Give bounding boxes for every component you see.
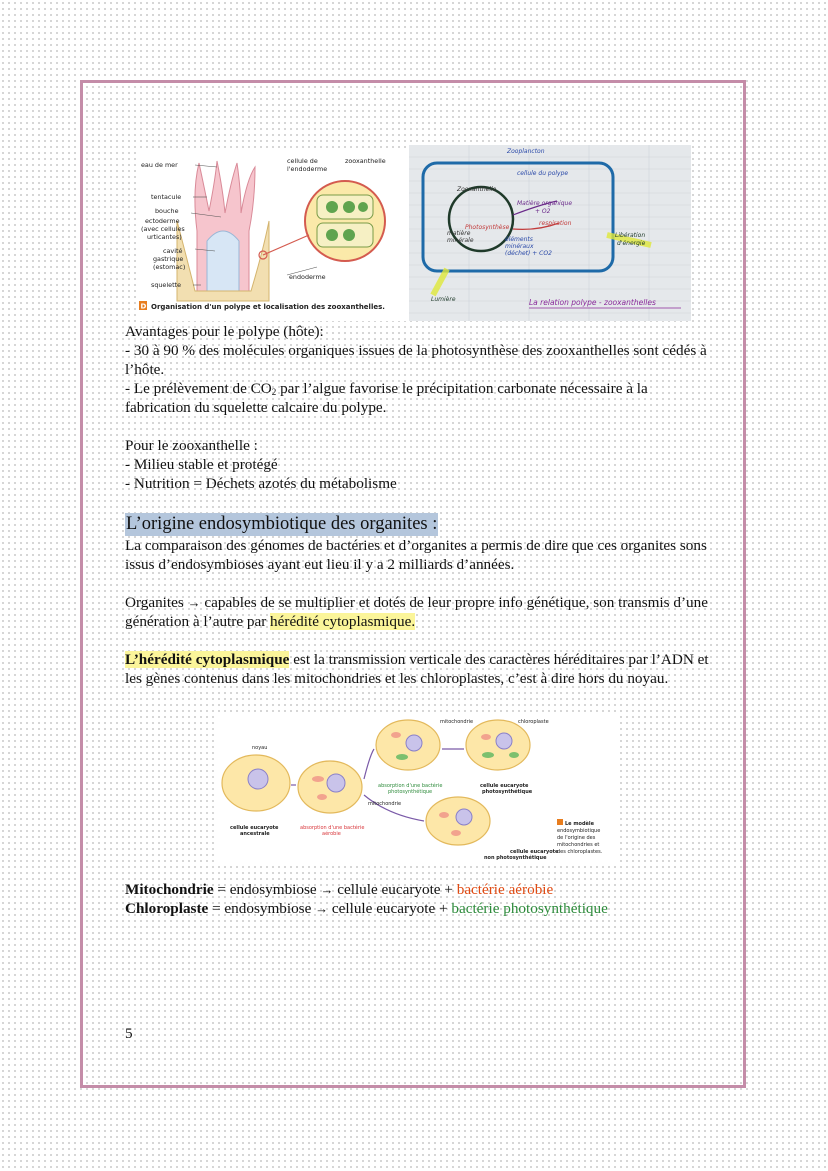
chloro-mid: = endosymbiose xyxy=(208,900,316,917)
section-heading: L’origine endosymbiotique des organites : xyxy=(126,514,438,534)
zoox-item2: - Nutrition = Déchets azotés du métabolisme xyxy=(125,475,397,492)
notes-elements1: éléments xyxy=(505,236,533,243)
notes-elements2: minéraux xyxy=(505,243,534,250)
endo-nonphoto1: cellule eucaryote xyxy=(510,849,559,855)
avantages-item2-pre: - Le prélèvement de CO xyxy=(125,380,272,397)
notes-elements3: (déchet) + CO2 xyxy=(505,250,552,257)
label-ectoderme-detail2: urticantes) xyxy=(147,233,182,241)
conclusion-chloro xyxy=(125,899,715,918)
endo-abs-aerobie2: aérobie xyxy=(322,831,341,837)
label-endoderme: endoderme xyxy=(289,273,326,281)
origine-p3-rest: est la transmission verticale des caractères héréditaires par l’ADN et les gènes contenus dans les mitochondries et les chloroplastes, c’est à dire hors du noyau. xyxy=(125,651,709,687)
arrow-icon: → xyxy=(315,901,329,916)
endo-abs-photo1: absorption d'une bactérie xyxy=(378,783,443,789)
endo-abs-photo2: photosynthétique xyxy=(388,789,433,795)
origine-p2-highlight: hérédité cytoplasmique. xyxy=(270,613,416,630)
endo-legend5: des chloroplastes. xyxy=(557,849,603,855)
endo-legend3: de l'origine des xyxy=(557,835,596,841)
endo-legend1: Le modèle xyxy=(565,821,595,827)
notes-title: La relation polype - zooxanthelles xyxy=(529,298,656,307)
chloro-label: Chloroplaste xyxy=(125,900,209,917)
endosymbiosis-diagram xyxy=(218,715,618,865)
avantages-item2 xyxy=(125,379,715,417)
label-cellule1: cellule de xyxy=(287,157,318,165)
notes-cellule-polype: cellule du polype xyxy=(517,170,569,177)
notes-mineral1: matière xyxy=(447,230,471,237)
endo-photo1: cellule eucaryote xyxy=(480,783,529,789)
notes-matiere2: + O2 xyxy=(535,208,551,215)
notes-zooxanthelle: Zooxanthelle xyxy=(457,186,497,193)
polype-diagram xyxy=(137,151,409,321)
endo-legend4: mitochondries et xyxy=(557,842,600,848)
origine-p2-pre: Organites xyxy=(125,594,188,611)
notes-zooplancton: Zooplancton xyxy=(507,148,545,155)
endo-chloroplaste: chloroplaste xyxy=(518,719,549,725)
avantages-item2-sub: 2 xyxy=(271,387,277,397)
arrow-icon: → xyxy=(320,882,334,897)
notes-respiration: respiration xyxy=(539,220,572,227)
endo-ancestrale2: ancestrale xyxy=(240,831,270,837)
label-ectoderme: ectoderme xyxy=(145,217,180,225)
endo-noyau: noyau xyxy=(252,745,268,751)
label-zooxanthelle: zooxanthelle xyxy=(345,157,386,165)
label-bouche: bouche xyxy=(155,207,179,215)
mito-bacterie: bactérie aérobie xyxy=(456,881,554,898)
endo-mitochondrie: mitochondrie xyxy=(440,719,474,725)
endo-legend2: endosymbiotique xyxy=(557,828,601,834)
notes-liberation1: Libération xyxy=(615,232,646,239)
label-ectoderme-detail1: (avec cellules xyxy=(141,225,185,233)
conclusion xyxy=(125,880,715,918)
zoox-title: Pour le zooxanthelle : xyxy=(125,437,258,454)
label-cavite3: (estomac) xyxy=(153,263,186,271)
notes-mineral2: minérale xyxy=(447,237,474,244)
arrow-icon: → xyxy=(187,595,201,610)
chloro-post: cellule eucaryote + xyxy=(328,900,452,917)
mito-label: Mitochondrie xyxy=(125,881,214,898)
caption-letter: D xyxy=(140,302,147,311)
label-cavite: cavité xyxy=(163,247,183,255)
notes-matiere1: Matière organique xyxy=(517,200,573,207)
notes-liberation2: d'énergie xyxy=(617,240,646,247)
avantages-item1: - 30 à 90 % des molécules organiques issues de la photosynthèse des zooxanthelles sont cédés à l’hôte. xyxy=(125,342,707,378)
endo-nonphoto2: non photosynthétique xyxy=(484,855,547,861)
avantages-title: Avantages pour le polype (hôte): xyxy=(125,323,324,340)
conclusion-mito xyxy=(125,880,715,899)
endo-mitochondrie2: mitochondrie xyxy=(368,801,402,807)
zoox-item1: - Milieu stable et protégé xyxy=(125,456,278,473)
origine-p2 xyxy=(125,593,715,631)
handwritten-notes-photo xyxy=(409,145,691,321)
label-squelette: squelette xyxy=(151,281,182,289)
figure-row xyxy=(125,145,695,321)
endo-abs-aerobie1: absorption d'une bactérie xyxy=(300,825,365,831)
label-cellule2: l'endoderme xyxy=(287,165,328,173)
origine-p2-post: capables de se multiplier et dotés de leur propre info génétique, son transmis d’une génération à l’autre par xyxy=(125,594,708,630)
label-eau-de-mer: eau de mer xyxy=(141,161,178,169)
origine-p1: La comparaison des génomes de bactéries et d’organites a permis de dire que ces organites sons issus d’endosymbioses ayant eut lieu il y a 2 milliards d’années. xyxy=(125,537,707,573)
origine-p3-term: L’hérédité cytoplasmique xyxy=(125,651,290,668)
chloro-bacterie: bactérie photosynthétique xyxy=(451,900,608,917)
main-content xyxy=(125,322,715,688)
endo-ancestrale1: cellule eucaryote xyxy=(230,825,279,831)
notes-lumiere: Lumière xyxy=(431,296,456,303)
label-cavite2: gastrique xyxy=(153,255,184,263)
notes-photosynthese: Photosynthèse xyxy=(465,224,510,231)
mito-post: cellule eucaryote + xyxy=(333,881,457,898)
page-number: 5 xyxy=(125,1025,133,1042)
mito-mid: = endosymbiose xyxy=(213,881,321,898)
caption-text: Organisation d'un polype et localisation des zooxanthelles. xyxy=(151,303,385,311)
label-tentacule: tentacule xyxy=(151,193,182,201)
origine-p3 xyxy=(125,650,715,688)
endo-photo2: photosynthétique xyxy=(482,789,533,795)
avantages-item2-post: par l’algue favorise le précipitation carbonate nécessaire à la fabrication du squelette calcaire du polype. xyxy=(125,380,648,416)
